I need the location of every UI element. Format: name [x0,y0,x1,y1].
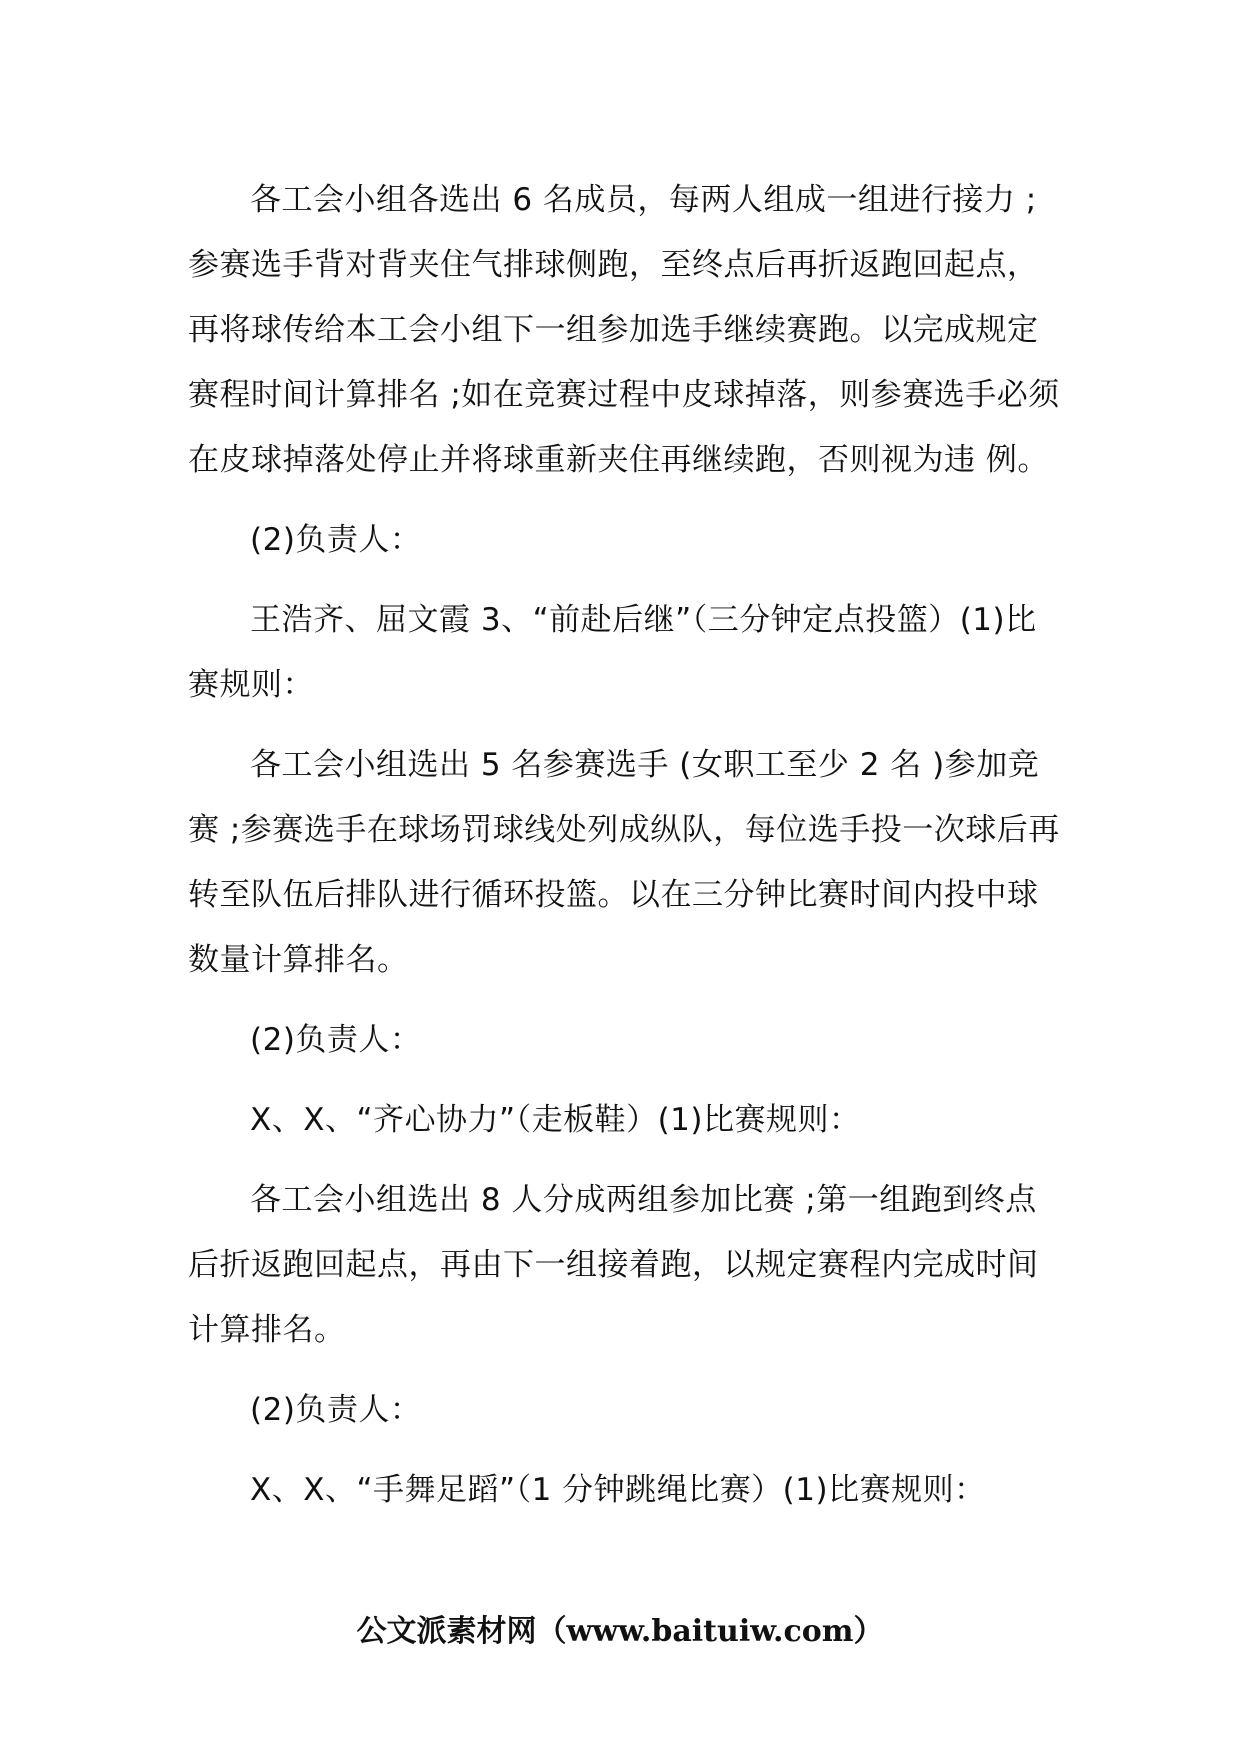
paragraph-relay-rules: 各工会小组各选出 6 名成员，每两人组成一组进行接力 ;参赛选手背对背夹住气排球侧跑，至终点后再折返跑回起点，再将球传给本工会小组下一组参加选手继续赛跑。以完成规定赛程时间计算排名 ;如在竞赛过程中皮球掉落，则参赛选手必须在皮球掉落处停止并将球重新夹住再继续跑，否则视为违 例。 [188,182,1060,478]
paragraph-responsible-2: (2)负责人： [250,1022,422,1058]
paragraph-responsible-3: (2)负责人： [250,1392,422,1428]
footer-source-line: 公文派素材网（www.baituiw.com） [356,1614,884,1649]
paragraph-event-4-heading: X、X、“齐心协力”（走板鞋）(1)比赛规则： [250,1102,861,1138]
paragraph-event-3-heading: 王浩齐、屈文霞 3、“前赴后继”（三分钟定点投篮）(1)比赛规则： [188,602,1037,703]
paragraph-responsible-1: (2)负责人： [250,522,422,558]
document-body [188,168,1068,1523]
paragraph-basketball-rules: 各工会小组选出 5 名参赛选手 (女职工至少 2 名 )参加竞赛 ;参赛选手在球场罚球线处列成纵队，每位选手投一次球后再转至队伍后排队进行循环投篮。以在三分钟比赛时间内投中球数量计算排名。 [188,747,1060,978]
paragraph-event-5-heading: X、X、“手舞足蹈”（1 分钟跳绳比赛）(1)比赛规则： [250,1472,986,1508]
paragraph-board-shoes-rules: 各工会小组选出 8 人分成两组参加比赛 ;第一组跑到终点后折返跑回起点，再由下一组接着跑，以规定赛程内完成时间计算排名。 [188,1182,1039,1348]
